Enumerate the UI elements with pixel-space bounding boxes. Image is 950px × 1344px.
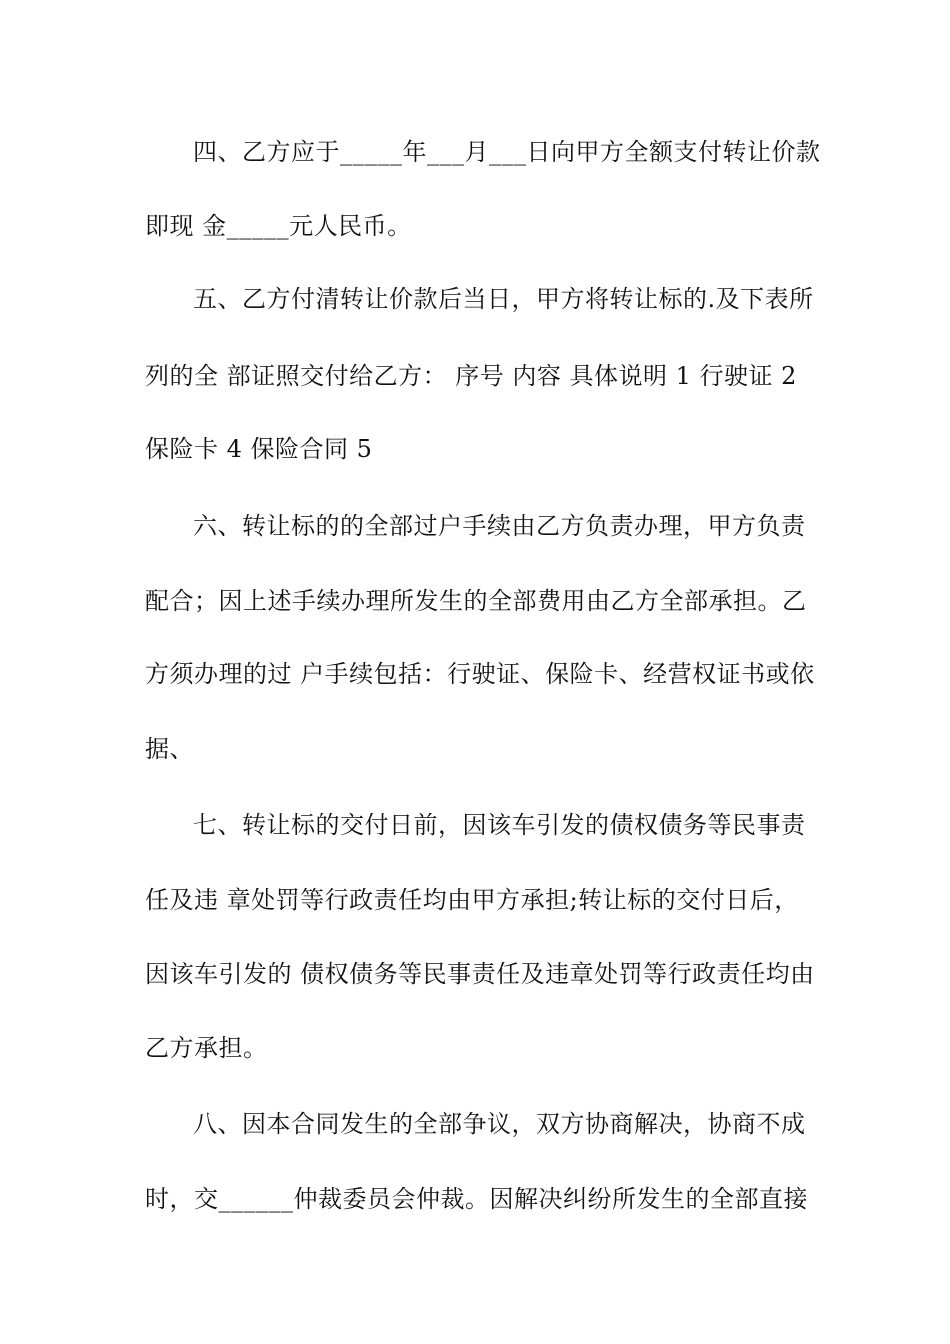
clause-7-line-4: 乙方承担。 <box>145 1034 268 1062</box>
clause-6-line-4: 据、 <box>145 735 194 763</box>
clause-5-line-2: 列的全 部证照交付给乙方： 序号 内容 具体说明 1 行驶证 2 <box>145 362 797 390</box>
clause-7-line-3: 因该车引发的 债权债务等民事责任及违章处罚等行政责任均由 <box>145 960 815 988</box>
clause-8-line-1: 八、因本合同发生的全部争议，双方协商解决，协商不成 <box>193 1110 806 1138</box>
clause-4-line-2: 即现 金_____元人民币。 <box>145 212 412 240</box>
clause-8-line-2: 时，交______仲裁委员会仲裁。因解决纠纷所发生的全部直接 <box>145 1185 808 1213</box>
clause-5-line-1: 五、乙方付清转让价款后当日，甲方将转让标的.及下表所 <box>193 285 814 313</box>
clause-4-line-1: 四、乙方应于_____年___月___日向甲方全额支付转让价款 <box>193 138 821 166</box>
clause-5-line-3: 保险卡 4 保险合同 5 <box>145 435 373 463</box>
clause-7-line-2: 任及违 章处罚等行政责任均由甲方承担;转让标的交付日后， <box>145 886 799 914</box>
clause-7-line-1: 七、转让标的交付日前，因该车引发的债权债务等民事责 <box>193 811 806 839</box>
clause-6-line-1: 六、转让标的的全部过户手续由乙方负责办理，甲方负责 <box>193 512 806 540</box>
clause-6-line-2: 配合；因上述手续办理所发生的全部费用由乙方全部承担。乙 <box>145 587 807 615</box>
clause-6-line-3: 方须办理的过 户手续包括：行驶证、保险卡、经营权证书或依 <box>145 660 815 688</box>
